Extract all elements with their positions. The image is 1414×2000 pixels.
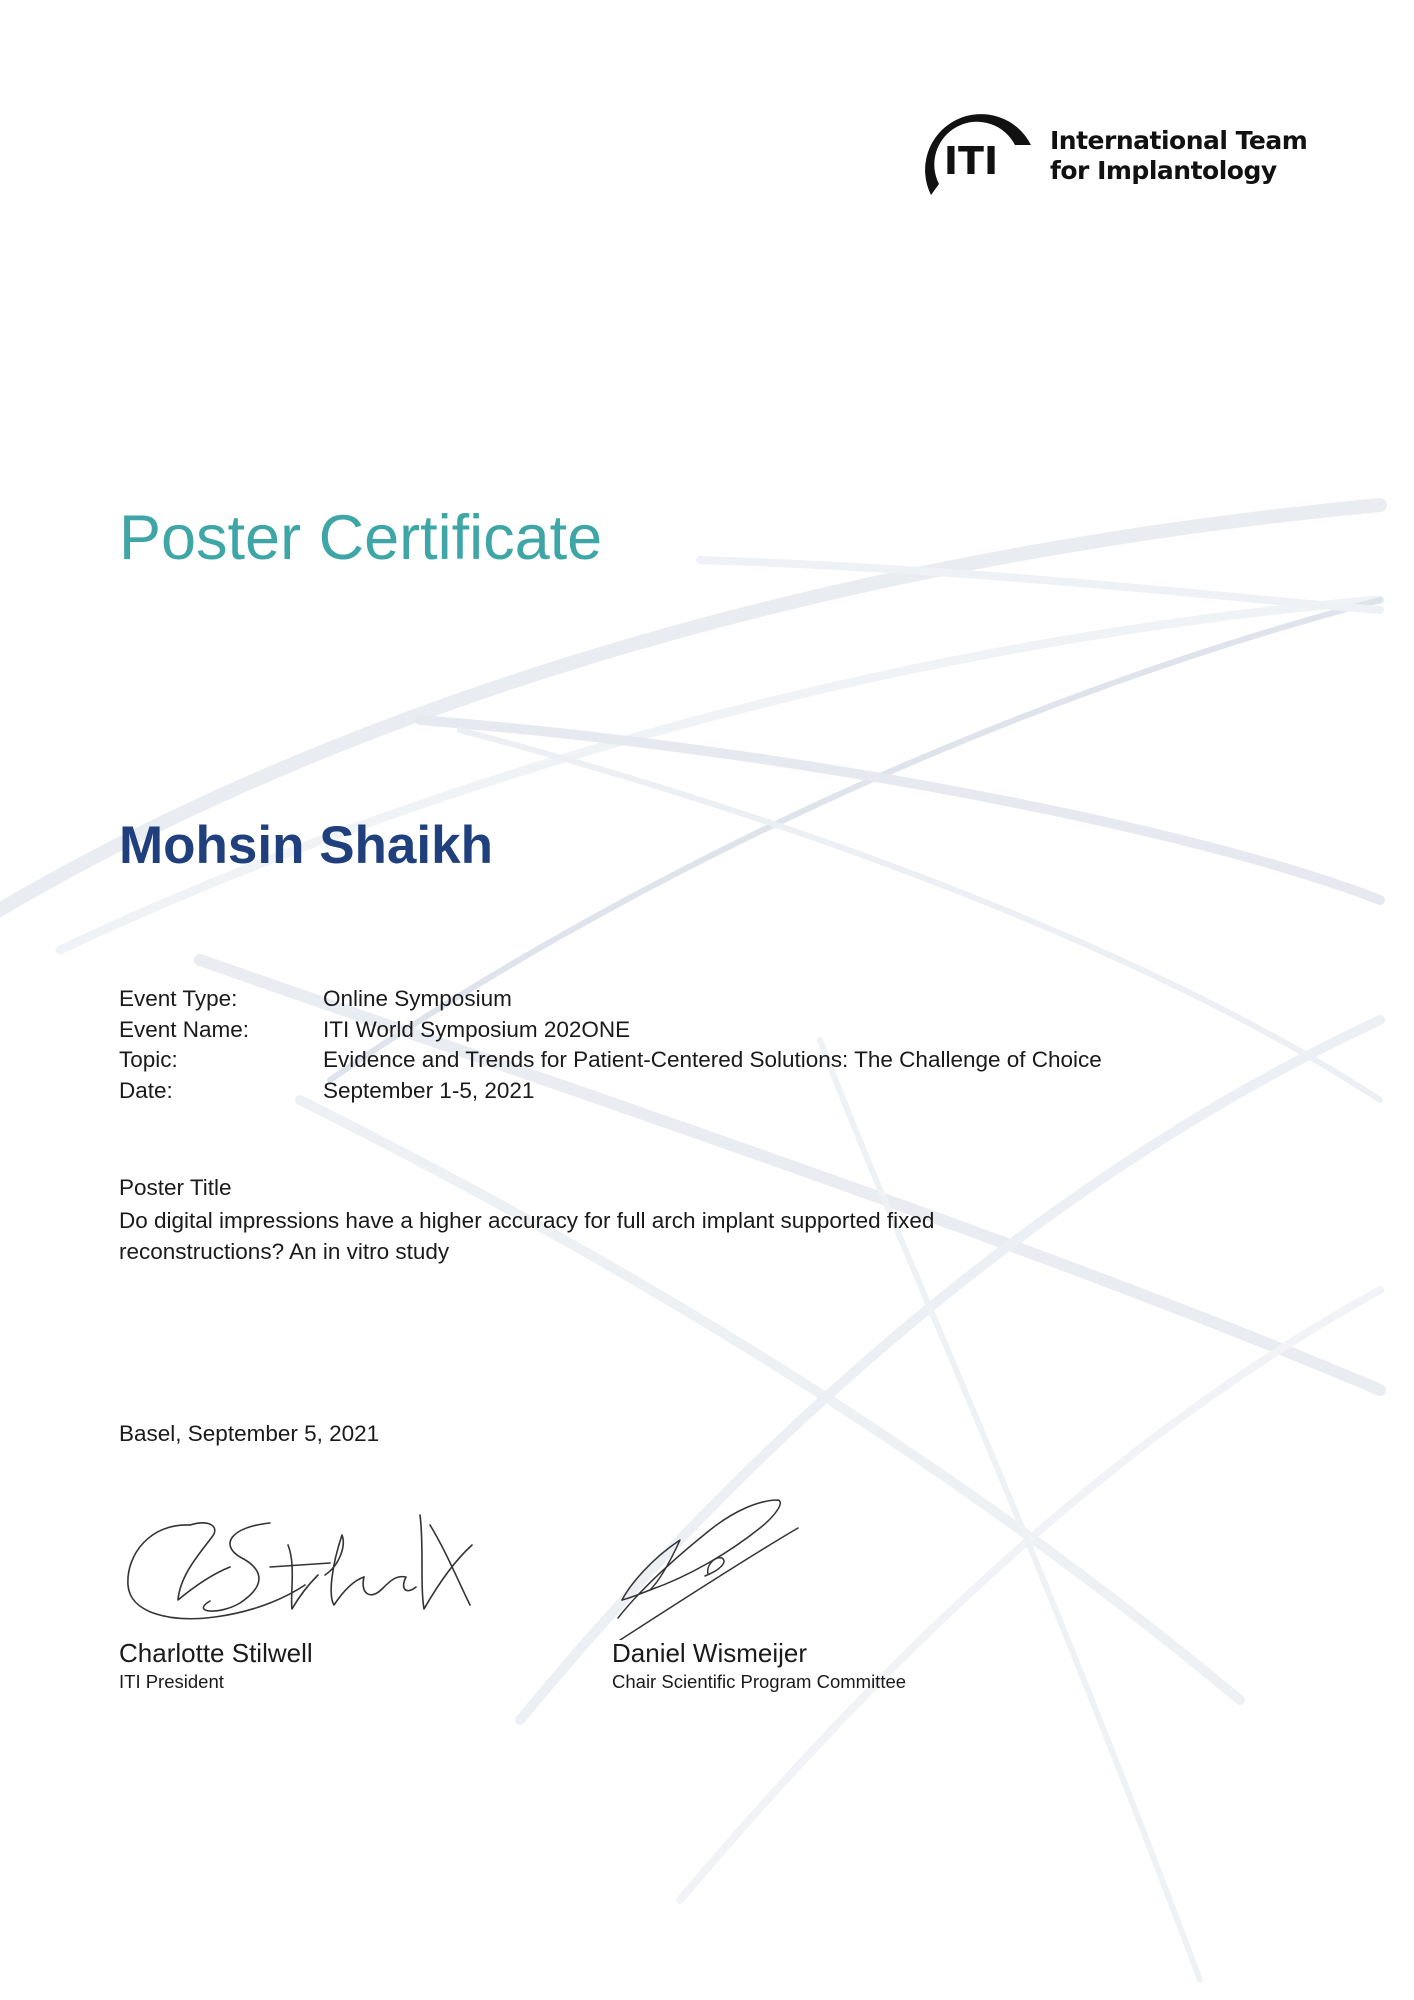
detail-row-topic bbox=[119, 1045, 1319, 1076]
detail-label: Event Name: bbox=[119, 1016, 250, 1042]
iti-logo-mark bbox=[915, 92, 1035, 212]
poster-section bbox=[119, 1172, 1119, 1267]
detail-row-event-type bbox=[119, 984, 1319, 1015]
signatory-name: Daniel Wismeijer bbox=[612, 1638, 808, 1668]
detail-label: Date: bbox=[119, 1077, 173, 1103]
logo-line-1: International Team bbox=[1050, 126, 1308, 155]
signatory-role: ITI President bbox=[119, 1671, 224, 1692]
signatory-role: Chair Scientific Program Committee bbox=[612, 1671, 907, 1692]
event-details bbox=[119, 984, 1319, 1106]
detail-value: September 1-5, 2021 bbox=[323, 1077, 535, 1103]
recipient-name: Mohsin Shaikh bbox=[119, 816, 493, 875]
place-date: Basel, September 5, 2021 bbox=[119, 1421, 380, 1446]
detail-value: Online Symposium bbox=[323, 986, 512, 1011]
iti-logo bbox=[915, 92, 1308, 212]
signature-stilwell bbox=[120, 1505, 485, 1635]
detail-label: Topic: bbox=[119, 1047, 178, 1072]
detail-label: Event Type: bbox=[119, 986, 238, 1011]
signature-wismeijer bbox=[610, 1490, 810, 1640]
poster-heading: Poster Title bbox=[119, 1175, 232, 1200]
poster-title: Do digital impressions have a higher accuracy for full arch implant supported fixed reconstructions? An in vitro study bbox=[119, 1208, 935, 1264]
logo-line-2: for Implantology bbox=[1050, 156, 1277, 185]
iti-logo-wordmark bbox=[1050, 126, 1308, 186]
detail-row-date bbox=[119, 1076, 1319, 1107]
detail-row-event-name bbox=[119, 1015, 1319, 1046]
detail-value: Evidence and Trends for Patient-Centered Solutions: The Challenge of Choice bbox=[323, 1047, 1102, 1072]
certificate-title: Poster Certificate bbox=[119, 503, 603, 573]
signatory-1 bbox=[119, 1637, 313, 1695]
iti-logo-letters: ITI bbox=[943, 139, 999, 183]
signatory-2 bbox=[612, 1637, 906, 1695]
detail-value: ITI World Symposium 202ONE bbox=[323, 1016, 631, 1042]
signatory-name: Charlotte Stilwell bbox=[119, 1638, 313, 1668]
